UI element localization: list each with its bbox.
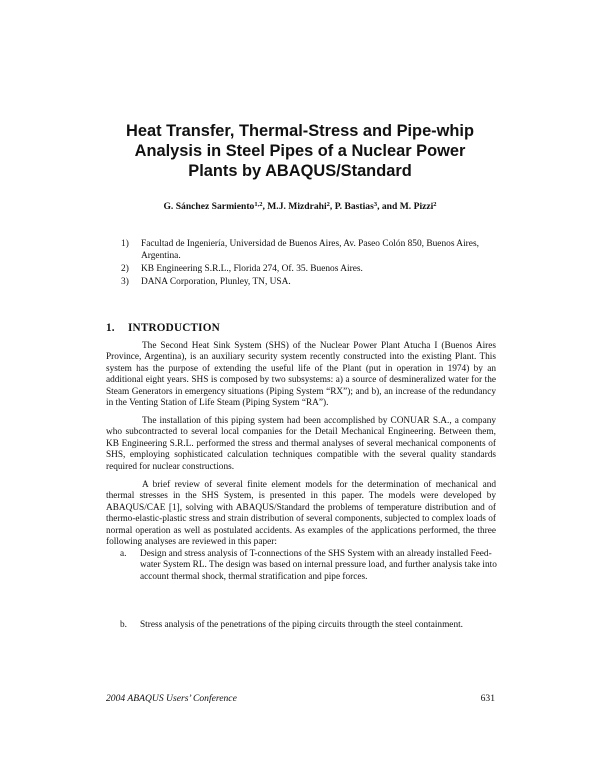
affiliation-text: KB Engineering S.R.L., Florida 274, Of. 35. Buenos Aires. bbox=[141, 264, 363, 274]
list-marker: a. bbox=[120, 549, 127, 559]
author-affiliation-marker: 2 bbox=[326, 201, 330, 208]
body-paragraph: The Second Heat Sink System (SHS) of the Nuclear Power Plant Atucha I (Buenos Aires Province, Argentina), is an auxiliary security system recently constructed into the existing Plant. This system has the purpose of extending the useful life of the Plant (put in operation in 1974) by an additional eight years. SHS is composed by two subsystems: a) a source of desmineralized water for the Steam Generators in emergency situations (Piping System “RX”); and b), an increase of the redundancy in the Venting Station of Life Steam (Piping System “RA”). bbox=[106, 341, 496, 409]
author-name: M.J. Mizdrahi bbox=[267, 201, 327, 212]
affiliation-item bbox=[121, 238, 491, 262]
author-name: M. Pizzi bbox=[399, 201, 434, 212]
affiliation-item bbox=[121, 263, 491, 275]
affiliation-list bbox=[121, 238, 491, 289]
page-number: 631 bbox=[480, 693, 495, 704]
author-separator: , bbox=[329, 201, 335, 212]
list-marker: b. bbox=[120, 620, 127, 630]
author-name: P. Bastias bbox=[334, 201, 374, 212]
author-affiliation-marker: 3 bbox=[373, 201, 378, 208]
author-affiliation-marker: 2 bbox=[433, 201, 437, 208]
affiliation-number: 2) bbox=[121, 264, 129, 274]
author-separator: , bbox=[262, 201, 268, 212]
analysis-list-item-a bbox=[120, 549, 500, 583]
affiliation-text: Facultad de Ingeniería, Universidad de Buenos Aires, Av. Paseo Colón 850, Buenos Aires, Argentina. bbox=[141, 239, 479, 261]
affiliation-number: 1) bbox=[121, 239, 129, 249]
title-line: Plants by ABAQUS/Standard bbox=[188, 162, 412, 180]
list-item bbox=[120, 620, 500, 631]
body-paragraph-block bbox=[106, 480, 496, 548]
title-line: Analysis in Steel Pipes of a Nuclear Power bbox=[134, 142, 466, 160]
list-item bbox=[120, 549, 500, 583]
body-paragraph-block bbox=[106, 341, 496, 409]
affiliation-text: DANA Corporation, Plunley, TN, USA. bbox=[141, 277, 291, 287]
paper-title bbox=[100, 121, 500, 181]
author-separator: , and bbox=[377, 201, 400, 212]
author-name: G. Sánchez Sarmiento bbox=[163, 201, 255, 212]
body-paragraph: The installation of this piping system had been accomplished by CONUAR S.A., a company who subcontracted to several local companies for the Detail Mechanical Engineering. Between them, KB Engineering S.R.L. performed the stress and thermal analyses of several mechanical components of SHS, employing sophisticated calculation techniques compatible with the several quality standards required for nuclear constructions. bbox=[106, 416, 496, 472]
body-paragraph-block bbox=[106, 416, 496, 473]
list-item-text: Design and stress analysis of T-connections of the SHS System with an already installed Feed-water System RL. The design was based on internal pressure load, and further analysis take into account thermal shock, thermal stratification and pipe forces. bbox=[140, 549, 497, 582]
list-item-text: Stress analysis of the penetrations of the piping circuits througth the steel containment. bbox=[140, 620, 463, 630]
author-affiliation-marker: 1,2 bbox=[254, 201, 263, 208]
affiliation-number: 3) bbox=[121, 277, 129, 287]
conference-footer: 2004 ABAQUS Users’ Conference bbox=[106, 693, 237, 704]
section-number: 1. bbox=[106, 322, 115, 334]
body-paragraph: A brief review of several finite element models for the determination of mechanical and thermal stresses in the SHS System, is presented in this paper. The models were developed by ABAQUS/CAE [1], solving with ABAQUS/Standard the problems of temperature distribution and of thermo-elastic-plastic stress and strain distribution of several components, subjected to complex loads of normal operation as well as postulated accidents. As examples of the applications performed, the three following analyses are reviewed in this paper: bbox=[106, 480, 496, 548]
title-line: Heat Transfer, Thermal-Stress and Pipe-whip bbox=[126, 122, 474, 140]
analysis-list-item-b bbox=[120, 620, 500, 631]
affiliation-item bbox=[121, 276, 491, 288]
section-heading bbox=[106, 322, 220, 334]
author-list bbox=[60, 201, 540, 213]
section-title: INTRODUCTION bbox=[128, 322, 220, 334]
